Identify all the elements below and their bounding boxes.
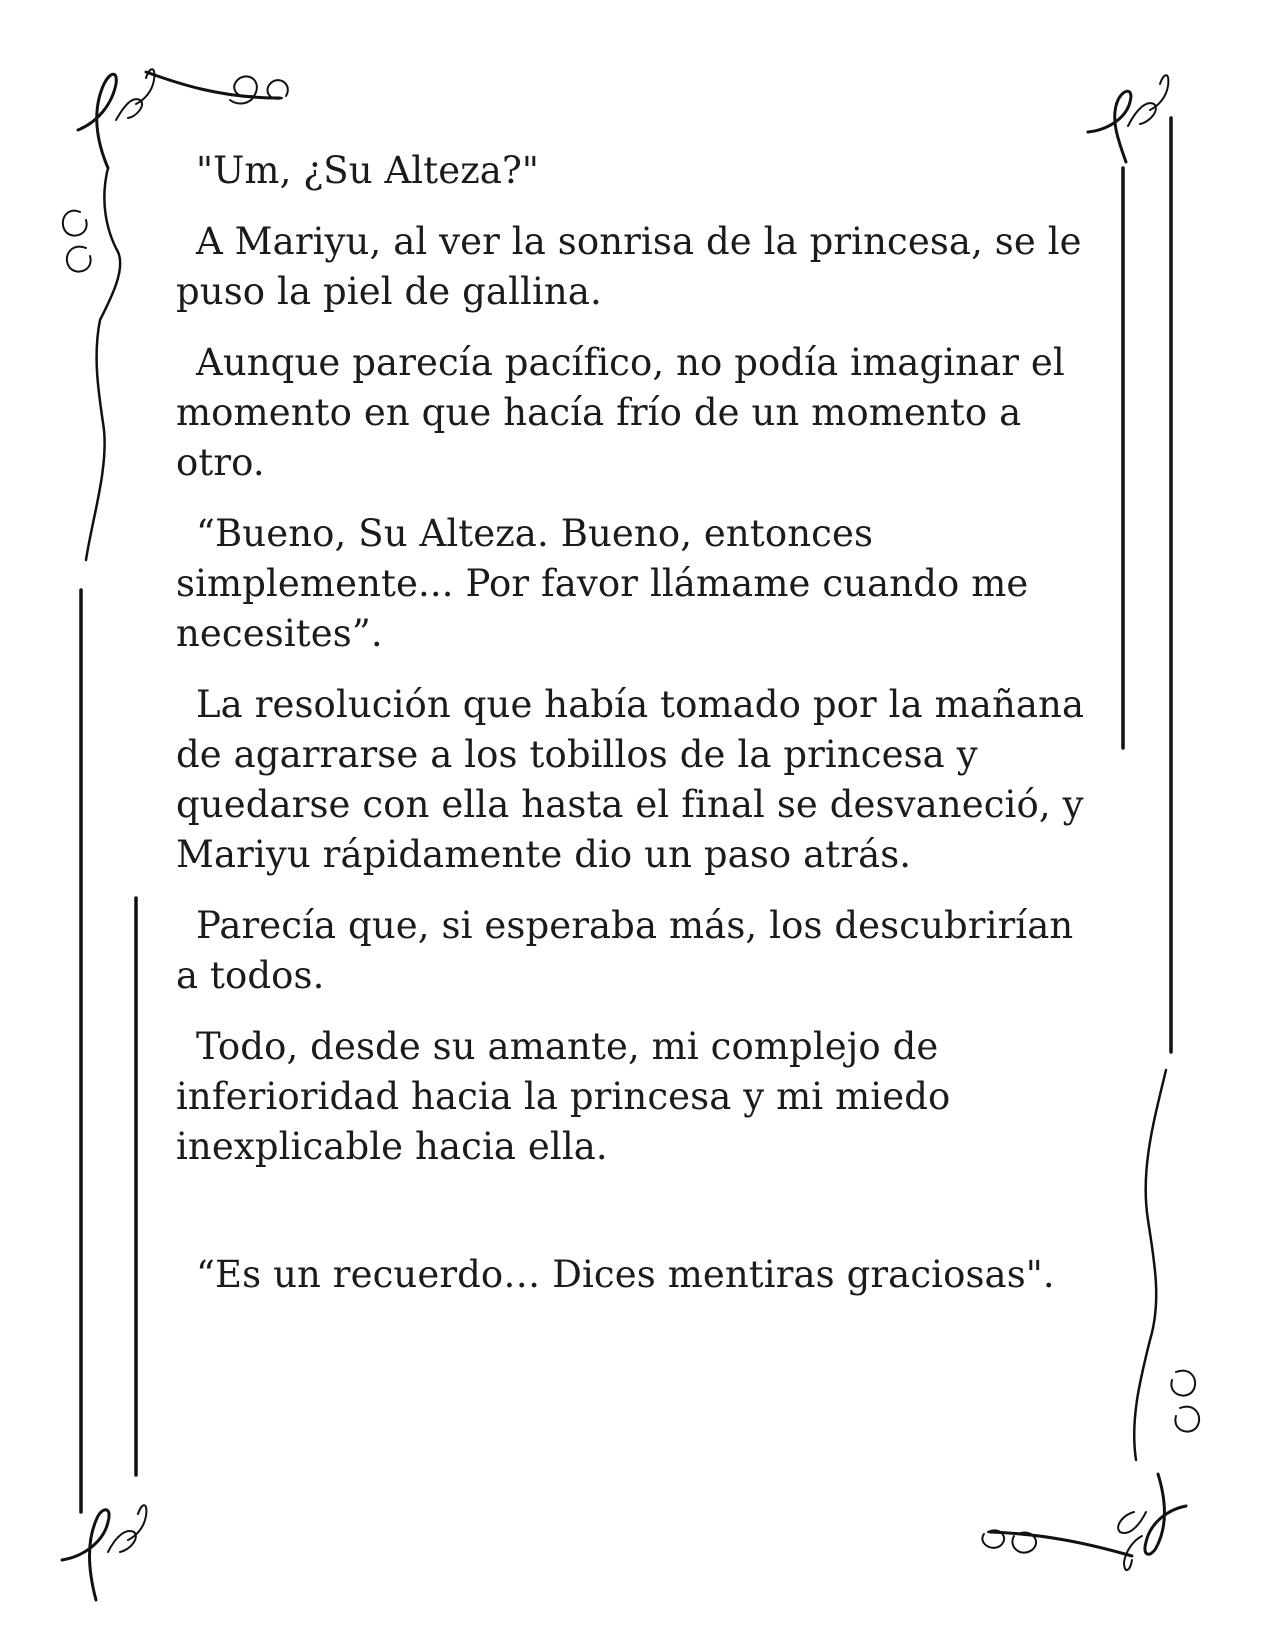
- paragraph: La resolución que había tomado por la mañana de agarrarse a los tobillos de la princesa y quedarse con ella hasta el final se desvaneció, y Mariyu rápidamente dio un paso atrás.: [176, 683, 1085, 876]
- body-text: [176, 146, 1096, 1321]
- paragraph: “Bueno, Su Alteza. Bueno, entonces simplemente... Por favor llámame cuando me necesites”.: [176, 512, 1029, 655]
- top-right-flourish-icon: [1088, 75, 1168, 162]
- paragraph: Aunque parecía pacífico, no podía imaginar el momento en que hacía frío de un momento a otro.: [176, 341, 1065, 484]
- paragraph: Todo, desde su amante, mi complejo de inferioridad hacia la princesa y mi miedo inexplicable hacia ella.: [176, 1025, 951, 1168]
- bottom-left-flourish-icon: [62, 1505, 146, 1600]
- paragraph: "Um, ¿Su Alteza?": [196, 149, 540, 192]
- paragraph: Parecía que, si esperaba más, los descubrirían a todos.: [176, 904, 1074, 997]
- paragraph: A Mariyu, al ver la sonrisa de la princesa, se le puso la piel de gallina.: [176, 220, 1082, 313]
- paragraph: “Es un recuerdo… Dices mentiras graciosas".: [196, 1253, 1055, 1296]
